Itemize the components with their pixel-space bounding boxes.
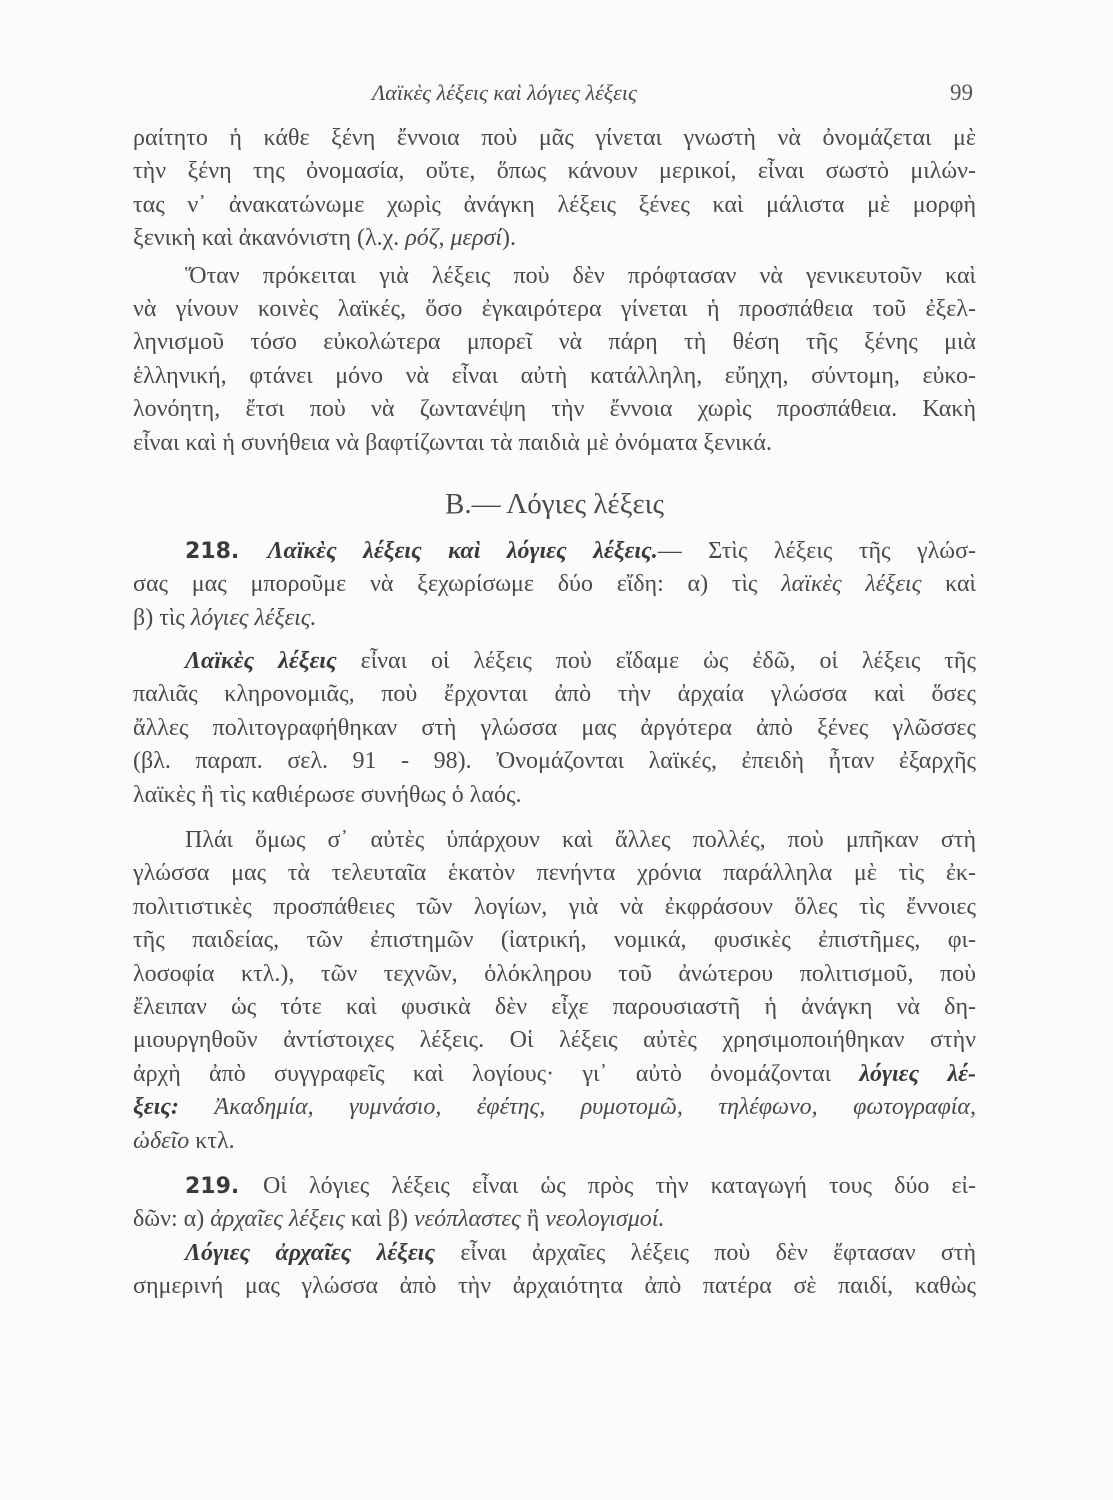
text-run: καὶ bbox=[921, 571, 976, 598]
text-run: γλώσσα μας τὰ τελευταῖα ἑκατὸν πενήντα χρόνια παράλληλα μὲ τὶς ἐκ- bbox=[133, 860, 976, 887]
running-head-title: Λαϊκὲς λέξεις καὶ λόγιες λέξεις bbox=[372, 80, 637, 105]
text-run: (βλ. παραπ. σελ. 91 - 98). Ὀνομάζονται λαϊκές, ἐπειδὴ ἦταν ἐξαρχῆς bbox=[133, 748, 976, 775]
text-line bbox=[133, 1170, 976, 1203]
italic-term: νεόπλαστες bbox=[413, 1206, 521, 1233]
text-run: Ὅταν πρόκειται γιὰ λέξεις ποὺ δὲν πρόφτασαν νὰ γενικευτοῦν καὶ bbox=[185, 262, 976, 289]
text-run: σας μας μποροῦμε νὰ ξεχωρίσωμε δύο εἴδη: α) τὶς bbox=[133, 571, 782, 598]
italic-term: ἀρχαῖες λέξεις bbox=[210, 1206, 345, 1233]
section-heading bbox=[133, 484, 976, 524]
text-line bbox=[133, 645, 976, 678]
bold-term: λόγιες λέ- bbox=[859, 1060, 976, 1087]
text-line bbox=[133, 824, 976, 857]
text-line bbox=[133, 602, 976, 635]
text-run: β) τὶς bbox=[133, 604, 191, 631]
text-run: εἶναι οἱ λέξεις ποὺ εἴδαμε ὡς ἐδῶ, οἱ λέξεις τῆς bbox=[336, 648, 976, 675]
text-run: λοσοφία κτλ.), τῶν τεχνῶν, ὁλόκληρου τοῦ ἀνώτερου πολιτισμοῦ, ποὺ bbox=[133, 960, 976, 987]
text-line bbox=[133, 924, 976, 957]
section-number: 218. bbox=[185, 538, 268, 564]
text-line bbox=[133, 678, 976, 711]
text-run: ἄλλες πολιτογραφήθηκαν στὴ γλώσσα μας ἀργότερα ἀπὸ ξένες γλῶσσες bbox=[133, 714, 976, 741]
text-run: τὴν ξένη της ὀνομασία, οὔτε, ὅπως κάνουν μερικοί, εἶναι σωστὸ μιλών- bbox=[133, 158, 976, 185]
bold-term: Λόγιες ἀρχαῖες λέξεις bbox=[185, 1239, 436, 1266]
text-line bbox=[133, 427, 976, 460]
paragraph bbox=[133, 824, 976, 1158]
heading-line bbox=[133, 484, 976, 524]
text-line bbox=[133, 891, 976, 924]
text-run: ). bbox=[502, 225, 517, 252]
text-line bbox=[133, 1091, 976, 1124]
text-line bbox=[133, 1058, 976, 1091]
text-run: ἀρχὴ ἀπὸ συγγραφεῖς καὶ λογίους· γι᾽ αὐτὸ ὀνομάζονται bbox=[133, 1060, 860, 1087]
page-number: 99 bbox=[950, 80, 973, 105]
text-run: τῆς παιδείας, τῶν ἐπιστημῶν (ἰατρική, νομικά, φυσικὲς ἐπιστῆμες, φι- bbox=[133, 927, 976, 954]
body-text bbox=[133, 122, 976, 1304]
text-line bbox=[133, 1270, 976, 1303]
paragraph bbox=[133, 260, 976, 460]
text-run: εἶναι ἀρχαῖες λέξεις ποὺ δὲν ἔφτασαν στὴ bbox=[435, 1239, 976, 1266]
bold-term: Λαϊκὲς λέξεις καὶ λόγιες λέξεις. bbox=[267, 537, 658, 564]
bold-term: ξεις: bbox=[133, 1094, 215, 1121]
italic-term: ρόζ, μερσί bbox=[405, 225, 503, 252]
text-run: σημερινή μας γλώσσα ἀπὸ τὴν ἀρχαιότητα ἀπὸ πατέρα σὲ παιδί, καθὼς bbox=[133, 1273, 976, 1300]
section-number: 219. bbox=[185, 1173, 264, 1199]
text-run: δῶν: α) bbox=[133, 1206, 211, 1233]
text-run: παλιᾶς κληρονομιᾶς, ποὺ ἔρχονται ἀπὸ τὴν ἀρχαία γλώσσα καὶ ὅσες bbox=[133, 681, 976, 708]
text-line bbox=[133, 712, 976, 745]
text-run: Οἱ λόγιες λέξεις εἶναι ὡς πρὸς τὴν καταγωγή τους δύο εἰ- bbox=[263, 1172, 976, 1199]
text-line bbox=[133, 360, 976, 393]
text-run: εἶναι καὶ ἡ συνήθεια νὰ βαφτίζωνται τὰ παιδιὰ μὲ ὀνόματα ξενικά. bbox=[133, 429, 772, 456]
paragraph bbox=[133, 122, 976, 256]
text-line bbox=[133, 1024, 976, 1057]
text-run: νὰ γίνουν κοινὲς λαϊκές, ὅσο ἐγκαιρότερα γίνεται ἡ προσπάθεια τοῦ ἐξελ- bbox=[133, 295, 976, 322]
text-run: καὶ β) bbox=[344, 1206, 414, 1233]
italic-term: λόγιες λέξεις. bbox=[190, 604, 317, 631]
text-line bbox=[133, 958, 976, 991]
text-line bbox=[133, 326, 976, 359]
text-run: λονόητη, ἔτσι ποὺ νὰ ζωντανέψη τὴν ἔννοια χωρὶς προσπάθεια. Κακὴ bbox=[133, 396, 976, 423]
italic-term: νεολογισμοί. bbox=[545, 1206, 665, 1233]
paragraph bbox=[133, 645, 976, 812]
text-line bbox=[133, 393, 976, 426]
italic-term: ὠδεῖο bbox=[133, 1127, 190, 1154]
text-run: ἢ bbox=[520, 1206, 546, 1233]
bold-term: Λαϊκὲς λέξεις bbox=[185, 648, 337, 675]
italic-term: Ἀκαδημία, γυμνάσιο, ἐφέτης, ρυμοτομῶ, τηλέφωνο, φωτογραφία, bbox=[214, 1094, 977, 1121]
text-line bbox=[133, 745, 976, 778]
italic-term: λαϊκὲς λέξεις bbox=[781, 571, 922, 598]
text-run: ἔλειπαν ὡς τότε καὶ φυσικὰ δὲν εἶχε παρουσιαστῆ ἡ ἀνάγκη νὰ δη- bbox=[133, 993, 976, 1020]
text-run: πολιτιστικὲς προσπάθειες τῶν λογίων, γιὰ νὰ ἐκφράσουν ὅλες τὶς ἔννοιες bbox=[133, 893, 976, 920]
text-line bbox=[133, 189, 976, 222]
text-run: Πλάι ὅμως σ᾽ αὐτὲς ὑπάρχουν καὶ ἄλλες πολλές, ποὺ μπῆκαν στὴ bbox=[185, 827, 976, 854]
text-line bbox=[133, 222, 976, 255]
text-run: ἑλληνική, φτάνει μόνο νὰ εἶναι αὐτὴ κατάλληλη, εὔηχη, σύντομη, εὐκο- bbox=[133, 362, 976, 389]
text-run: κτλ. bbox=[189, 1127, 235, 1154]
text-line bbox=[133, 568, 976, 601]
text-run: — Στὶς λέξεις τῆς γλώσ- bbox=[657, 537, 976, 564]
text-line bbox=[133, 155, 976, 188]
text-run: ξενικὴ καὶ ἀκανόνιστη (λ.χ. bbox=[133, 225, 406, 252]
text-line bbox=[133, 1125, 976, 1158]
text-run: ραίτητο ἡ κάθε ξένη ἔννοια ποὺ μᾶς γίνεται γνωστὴ νὰ ὀνομάζεται μὲ bbox=[133, 125, 976, 151]
text-run: λαϊκὲς ἢ τὶς καθιέρωσε συνήθως ὁ λαός. bbox=[133, 781, 522, 808]
text-line bbox=[133, 1203, 976, 1236]
paragraph bbox=[133, 1170, 976, 1237]
text-run: μιουργηθοῦν ἀντίστοιχες λέξεις. Οἱ λέξεις αὐτὲς χρησιμοποιήθηκαν στὴν bbox=[133, 1027, 976, 1054]
text-line bbox=[133, 991, 976, 1024]
paragraph bbox=[133, 1237, 976, 1304]
text-line bbox=[133, 293, 976, 326]
text-run: ληνισμοῦ τόσο εὐκολώτερα μπορεῖ νὰ πάρη τὴ θέση τῆς ξένης μιὰ bbox=[133, 329, 976, 356]
paragraph bbox=[133, 535, 976, 635]
running-head bbox=[0, 80, 1113, 112]
text-line bbox=[133, 779, 976, 812]
text-run: τας ν᾽ ἀνακατώνωμε χωρὶς ἀνάγκη λέξεις ξένες καὶ μάλιστα μὲ μορφὴ bbox=[133, 191, 976, 218]
text-line bbox=[133, 857, 976, 890]
text-run: Β.— Λόγιες λέξεις bbox=[445, 487, 664, 520]
text-line bbox=[133, 260, 976, 293]
text-line bbox=[133, 122, 976, 155]
text-line bbox=[133, 535, 976, 568]
text-line bbox=[133, 1237, 976, 1270]
